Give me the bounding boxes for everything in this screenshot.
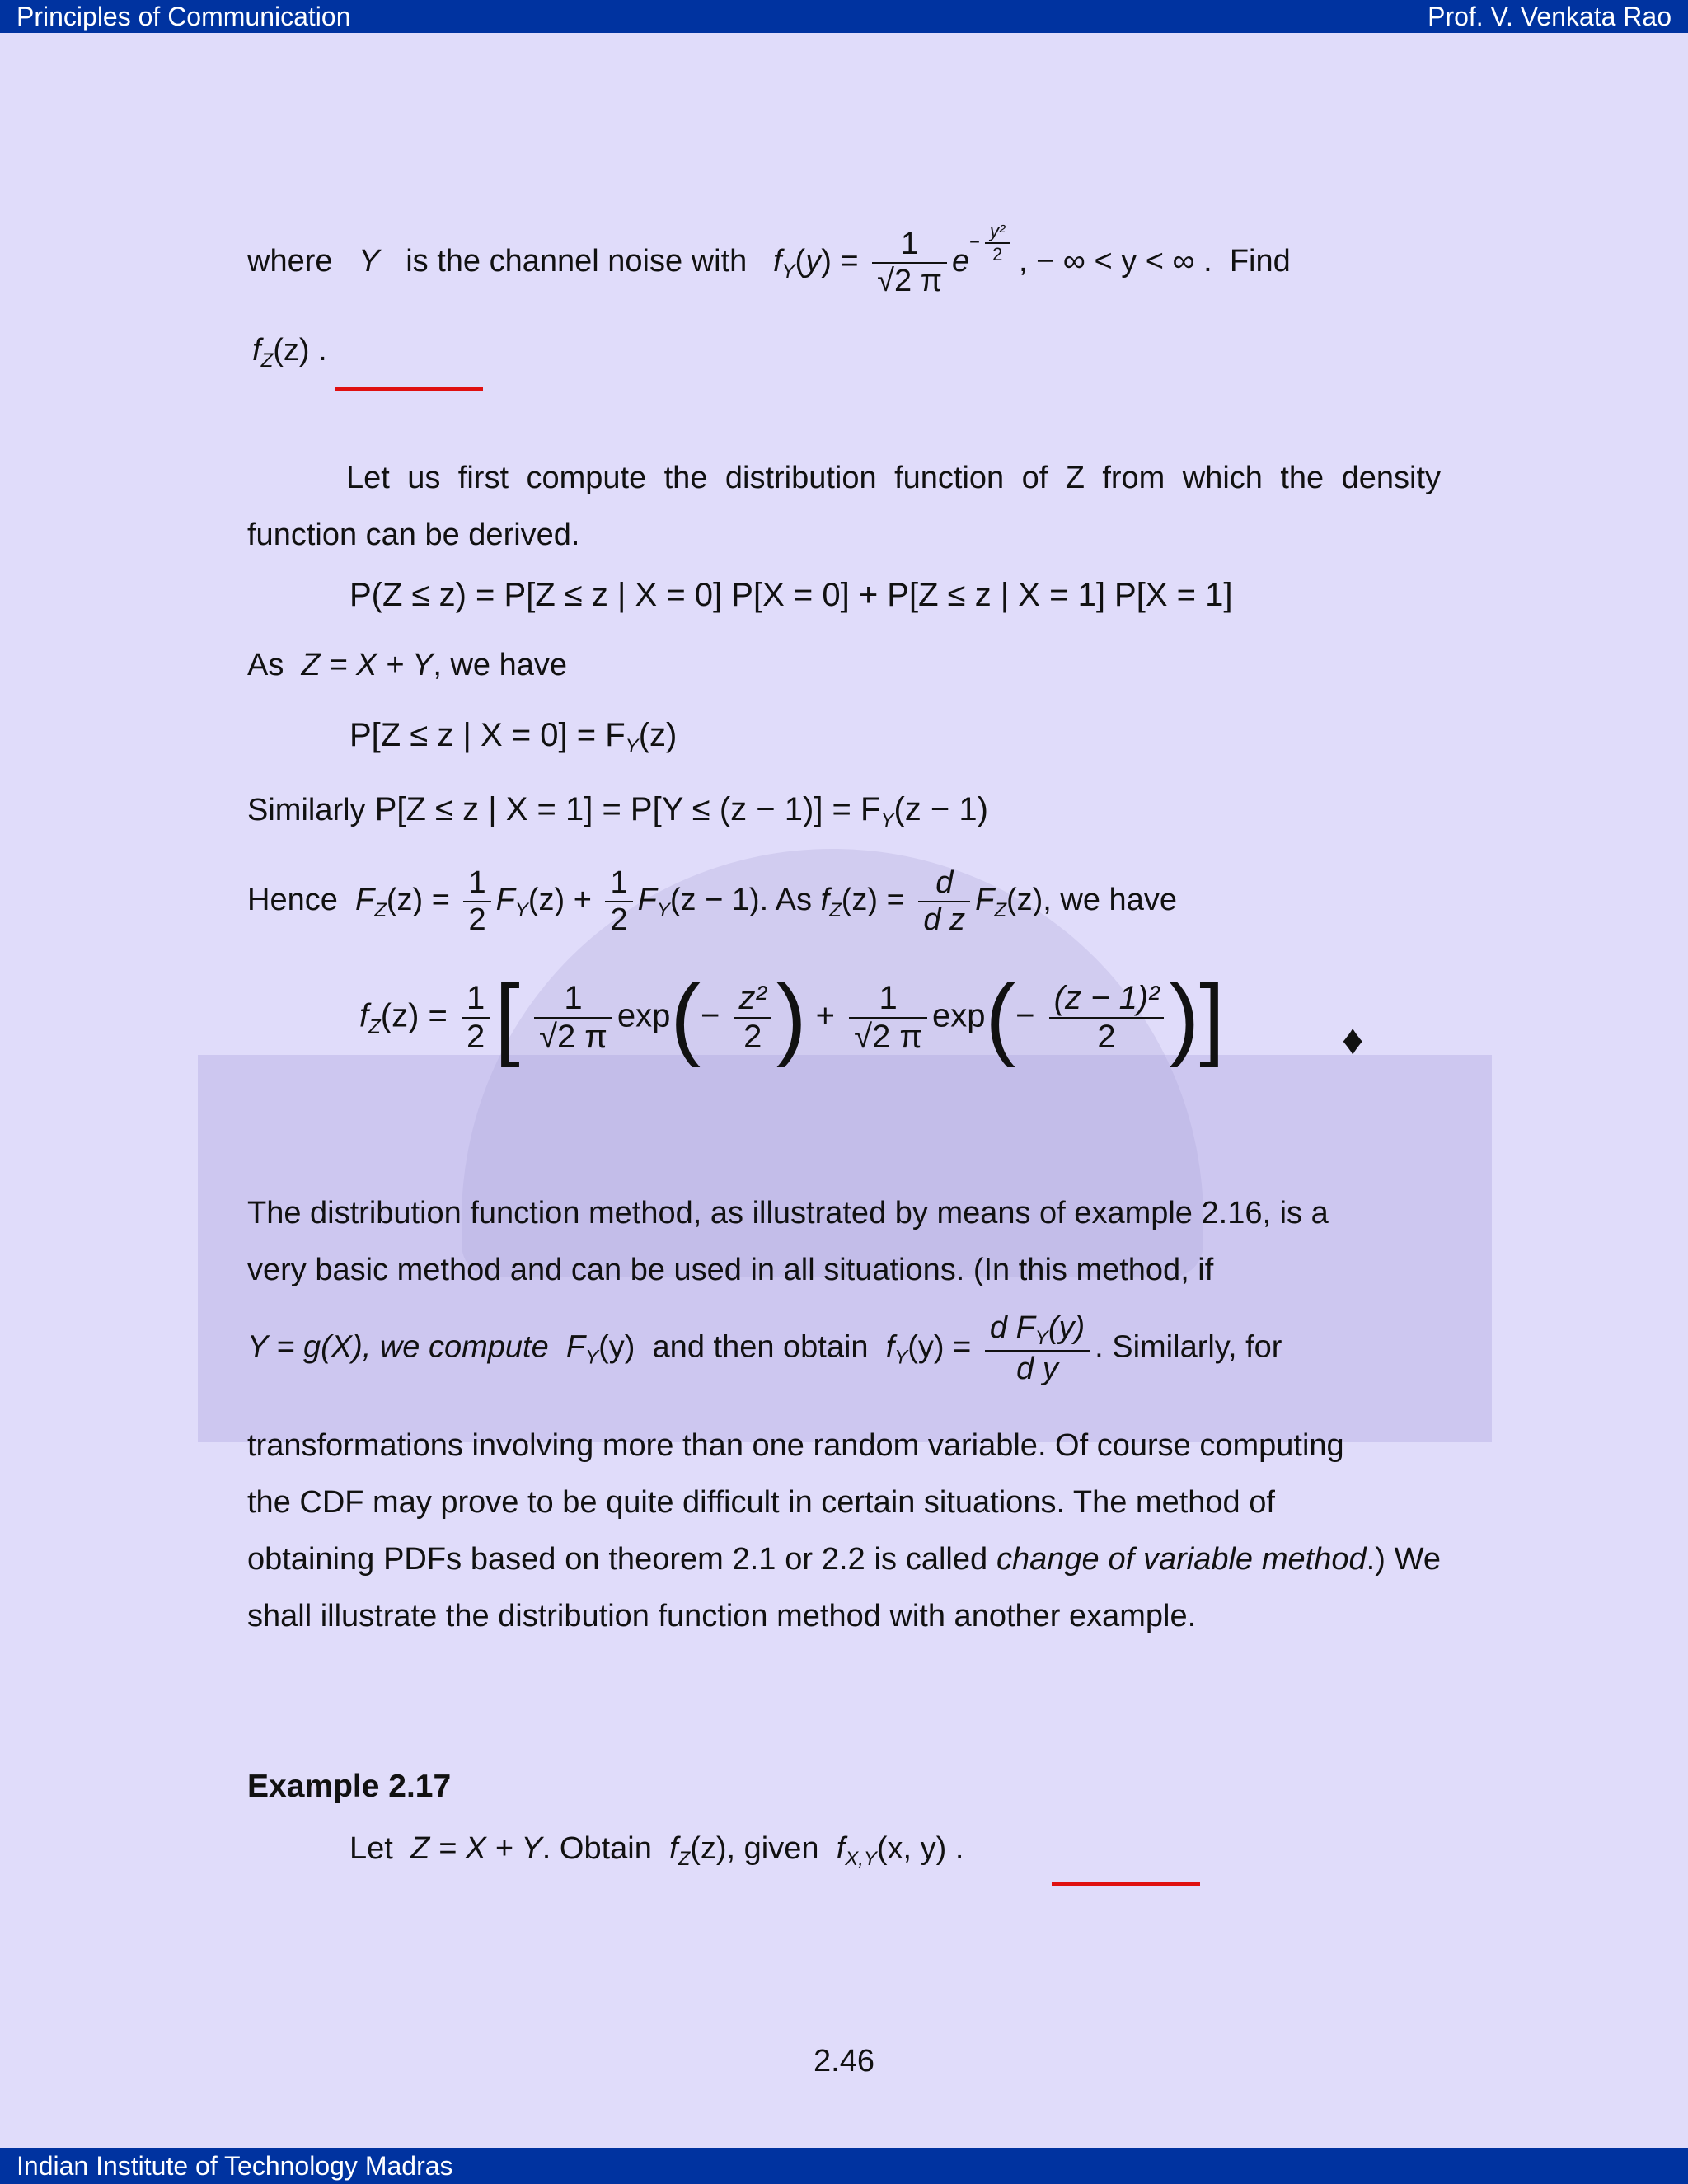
Fz-arg-2: (z), we have: [1006, 883, 1177, 918]
para2-equation-line: [247, 1310, 1441, 1387]
zm1-den: 2: [1049, 1017, 1165, 1056]
paragraph-1: Let us first compute the distribution function of Z from which the density function can be derived.: [247, 461, 1441, 552]
paragraph-2: [247, 1185, 1441, 1299]
Fz-symbol-2: F: [975, 883, 995, 918]
equation-2: [349, 717, 677, 758]
gauss-fraction: [872, 227, 947, 299]
paren-open-1: (: [670, 967, 701, 1068]
hence-line: [247, 865, 1177, 938]
eq2-sub: Y: [625, 735, 639, 757]
right-bracket: ]: [1199, 967, 1225, 1068]
Fz-arg: (z) =: [386, 883, 450, 918]
fz-symbol: f: [252, 333, 261, 368]
fz-sub-2: Z: [829, 899, 842, 922]
final-lhs-arg: (z) =: [380, 997, 448, 1034]
minus-2: −: [1015, 997, 1035, 1034]
example-eq: Z = X + Y: [410, 1831, 542, 1866]
para2-deriv-num: [985, 1310, 1090, 1350]
paragraph-2-rest: [247, 1418, 1441, 1645]
header-bar: [0, 0, 1688, 33]
para2-num-arg: (y): [1048, 1310, 1085, 1345]
gauss-num: 1: [900, 226, 919, 261]
FY-1-sub: Y: [514, 899, 528, 922]
example-fxy-arg: (x, y) .: [876, 1831, 964, 1866]
fy-symbol: f: [772, 243, 782, 279]
gauss-den: √2 π: [872, 262, 947, 299]
eq2-body: P[Z ≤ z | X = 0] = F: [349, 717, 626, 753]
para2-F-arg: (y): [598, 1329, 635, 1365]
para2-num-dF: d F: [989, 1310, 1035, 1345]
similarly-word: Similarly: [247, 793, 366, 827]
course-title: Principles of Communication: [16, 1, 351, 31]
term1-sqrt: 2 π: [556, 1019, 607, 1055]
deriv-num: d: [935, 865, 954, 900]
para2-deriv-den: d y: [985, 1350, 1090, 1387]
example-statement: [349, 1831, 964, 1871]
fz-symbol-2: f: [820, 883, 830, 918]
para2-F: F: [565, 1329, 586, 1365]
term2-num: 1: [879, 980, 898, 1016]
as-eq: Z = X + Y: [301, 648, 434, 682]
footer-bar: [0, 2148, 1688, 2184]
term2-sqrt: 2 π: [872, 1019, 923, 1055]
minus-1: −: [701, 997, 720, 1034]
term2-den: √2 π: [849, 1017, 927, 1056]
example-fxy-sub: X,Y: [845, 1848, 877, 1870]
final-equation: [359, 967, 1225, 1068]
intro-line: where Y is the channel noise with $f_Y(y)$ = $\frac{1}{√2 \pi}$ $e^{- \frac{\text{y²}}{2}}$ , − ∞ < y < ∞ . Find: [247, 221, 1291, 298]
paren-open-2: (: [985, 967, 1016, 1068]
zm1-num: (z − 1)²: [1053, 980, 1160, 1016]
para2-line-4: the CDF may prove to be quite difficult in certain situations. The method of: [247, 1485, 1275, 1520]
similarly-eq: P[Z ≤ z | X = 1] = P[Y ≤ (z − 1)] = F: [374, 791, 881, 827]
FY-2-arg: (z − 1). As: [669, 883, 812, 918]
plus-sign: +: [815, 997, 835, 1034]
z2-num: z²: [738, 980, 767, 1016]
text-where: where: [247, 243, 333, 279]
FY-2-sub: Y: [656, 899, 670, 922]
half-num-2: 1: [610, 865, 628, 900]
half-den-1: 2: [463, 901, 490, 938]
fz-line: [252, 333, 327, 373]
Fz-sub: Z: [374, 899, 387, 922]
range-text: , − ∞ < y < ∞ .: [1018, 243, 1212, 279]
para2-tail: . Similarly, for: [1095, 1329, 1282, 1365]
FY-1-arg: (z) +: [528, 883, 592, 918]
end-of-example-diamond-icon: ♦: [1342, 1016, 1364, 1064]
sqrt-2pi: 2 π: [894, 263, 942, 298]
para2-f-arg: (y) =: [907, 1329, 972, 1365]
final-lhs-sub: Z: [368, 1015, 381, 1038]
equation-1: P(Z ≤ z) = P[Z ≤ z | X = 0] P[X = 0] + P[Z ≤ z | X = 1] P[X = 1]: [349, 577, 1233, 613]
half-den-2: 2: [605, 901, 632, 938]
example-obtain: . Obtain: [542, 1831, 652, 1866]
hence-word: Hence: [247, 883, 338, 918]
similarly-line: [247, 791, 988, 832]
para2-f-sub: Y: [894, 1346, 908, 1369]
author-name: Prof. V. Venkata Rao: [1428, 1, 1672, 31]
para2-mid: and then obtain: [652, 1329, 869, 1365]
z2-den: 2: [734, 1017, 771, 1056]
similarly-tail: (z − 1): [893, 791, 988, 827]
term1-den: √2 π: [534, 1017, 612, 1056]
page-number: 2.46: [814, 2044, 874, 2079]
para2-line-5-text: obtaining PDFs based on theorem 2.1 or 2.2 is called: [247, 1542, 988, 1577]
red-underline-2: [1052, 1882, 1200, 1886]
text-find: Find: [1229, 243, 1291, 279]
half-num-1: 1: [468, 865, 486, 900]
para2-line-1: The distribution function method, as illustrated by means of example 2.16, is a: [247, 1196, 1329, 1230]
para2-F-sub: Y: [585, 1346, 599, 1369]
red-underline-1: [335, 387, 483, 391]
fz-arg: (z) .: [273, 333, 327, 368]
para2-italic-term: change of variable method: [996, 1542, 1367, 1577]
exp-2: exp: [932, 997, 986, 1034]
final-lhs: f: [359, 997, 369, 1034]
left-bracket: [: [495, 967, 520, 1068]
fy-sub: Y: [781, 260, 795, 283]
institution-name: Indian Institute of Technology Madras: [16, 2150, 453, 2181]
para2-f: f: [885, 1329, 895, 1365]
Fz-symbol: F: [354, 883, 375, 918]
exp-e: e: [951, 243, 970, 279]
final-half-num: 1: [467, 980, 485, 1016]
FY-1: F: [495, 883, 515, 918]
deriv-den: d z: [918, 901, 970, 938]
para2-line-2: very basic method and can be used in all situations. (In this method, if: [247, 1253, 1214, 1287]
example-fz: f: [669, 1831, 678, 1866]
var-Y: Y: [359, 243, 380, 279]
para2-line-3: transformations involving more than one random variable. Of course computing: [247, 1428, 1344, 1463]
final-half-den: 2: [462, 1017, 490, 1056]
exp-1: exp: [617, 997, 671, 1034]
fz-arg-2: (z) =: [841, 883, 905, 918]
as-word: As: [247, 648, 284, 682]
term1-num: 1: [564, 980, 583, 1016]
as-line: [247, 648, 567, 683]
para2-lhs: Y = g(X), we compute: [247, 1329, 549, 1365]
fy-arg: y: [805, 243, 822, 279]
example-fz-arg: (z): [690, 1831, 727, 1866]
exp-num: y²: [990, 221, 1006, 241]
similarly-sub: Y: [880, 809, 894, 832]
as-post: , we have: [433, 648, 567, 682]
paren-close-2: ): [1169, 967, 1200, 1068]
example-let: Let: [349, 1831, 393, 1866]
para2-num-sub: Y: [1034, 1327, 1048, 1349]
paren-close-1: ): [776, 967, 807, 1068]
FY-2: F: [637, 883, 657, 918]
exp-power: − y² 2: [969, 232, 1010, 252]
example-fxy: f: [836, 1831, 846, 1866]
example-heading: Example 2.17: [247, 1769, 452, 1804]
example-given: , given: [726, 1831, 819, 1866]
text-channel-noise: is the channel noise with: [406, 243, 748, 279]
example-fz-sub: Z: [678, 1848, 691, 1870]
para2-after-italic: .) We shall illustrate the distribution function method with another example.: [247, 1542, 1441, 1633]
fz-sub: Z: [260, 349, 274, 372]
Fz-sub-2: Z: [994, 899, 1006, 922]
exp-den: 2: [985, 242, 1010, 265]
eq2-tail: (z): [638, 717, 678, 753]
para2-line-5: [247, 1531, 1441, 1645]
